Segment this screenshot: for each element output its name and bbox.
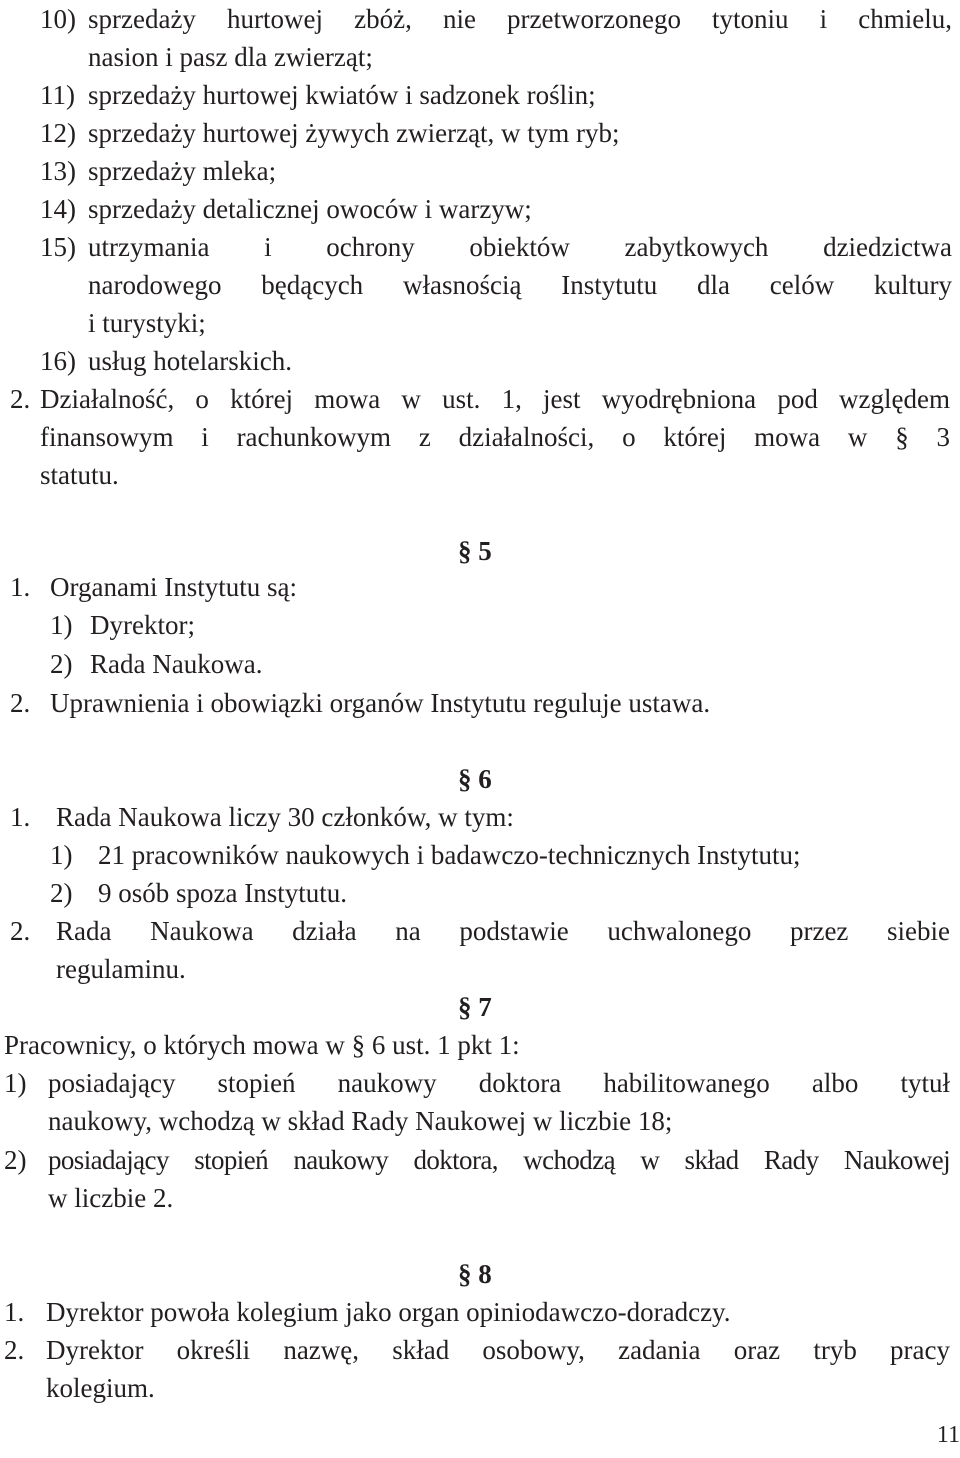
item-text: Rada Naukowa liczy 30 członków, w tym: bbox=[56, 802, 514, 832]
item-text: Uprawnienia i obowiązki organów Instytutu reguluje ustawa. bbox=[50, 688, 711, 718]
item-number: 1. bbox=[4, 1297, 25, 1327]
section-item bbox=[10, 684, 710, 722]
item-number: 1) bbox=[4, 1068, 27, 1098]
list-text: sprzedaży hurtowej kwiatów i sadzonek roślin; bbox=[88, 80, 596, 110]
item-text: Dyrektor; bbox=[90, 610, 195, 640]
list-text: narodowego będących własnością Instytutu dla celów kultury bbox=[88, 270, 952, 300]
item-text: naukowy, wchodzą w skład Rady Naukowej w liczbie 18; bbox=[48, 1106, 673, 1136]
page-number: 11 bbox=[936, 1422, 960, 1448]
section-item bbox=[4, 1293, 731, 1331]
item-number: 2. bbox=[10, 916, 31, 946]
paragraph-number: 2. bbox=[10, 384, 31, 414]
item-number: 1. bbox=[10, 802, 31, 832]
item-text: posiadający stopień naukowy doktora, wchodzą w skład Rady Naukowej bbox=[48, 1145, 950, 1175]
section-heading: § 8 bbox=[458, 1259, 492, 1289]
item-text: Rada Naukowa działa na podstawie uchwalonego przez siebie bbox=[56, 916, 950, 946]
item-text: 9 osób spoza Instytutu. bbox=[98, 878, 347, 908]
list-text: sprzedaży hurtowej zbóż, nie przetworzonego tytoniu i chmielu, bbox=[88, 4, 952, 34]
list-number: 15) bbox=[40, 232, 76, 262]
paragraph-continuation bbox=[40, 456, 119, 494]
list-text: utrzymania i ochrony obiektów zabytkowych dziedzictwa bbox=[88, 232, 952, 262]
item-text: Dyrektor powoła kolegium jako organ opiniodawczo-doradczy. bbox=[46, 1297, 731, 1327]
item-number: 1. bbox=[10, 572, 31, 602]
paragraph-text: Działalność, o której mowa w ust. 1, jest wyodrębniona pod względem bbox=[40, 384, 950, 414]
list-item bbox=[40, 342, 292, 380]
list-item bbox=[40, 76, 596, 114]
item-text: posiadający stopień naukowy doktora habilitowanego albo tytuł bbox=[48, 1068, 950, 1098]
section-item bbox=[4, 1141, 950, 1179]
list-text: sprzedaży detalicznej owoców i warzyw; bbox=[88, 194, 532, 224]
list-item bbox=[40, 190, 532, 228]
list-number: 12) bbox=[40, 118, 76, 148]
list-item bbox=[40, 0, 952, 38]
section-subitem bbox=[50, 606, 195, 644]
section-item bbox=[10, 912, 950, 950]
list-text: i turystyki; bbox=[88, 308, 206, 338]
section-subitem bbox=[50, 874, 347, 912]
list-number: 14) bbox=[40, 194, 76, 224]
item-text: Organami Instytutu są: bbox=[50, 572, 297, 602]
section-subitem bbox=[50, 645, 262, 683]
section-item bbox=[4, 1064, 950, 1102]
section-item-continuation bbox=[46, 1369, 155, 1407]
item-text: regulaminu. bbox=[56, 954, 186, 984]
paragraph-continuation bbox=[40, 418, 950, 456]
paragraph-text: statutu. bbox=[40, 460, 119, 490]
list-number: 10) bbox=[40, 4, 76, 34]
item-text: 21 pracowników naukowych i badawczo-technicznych Instytutu; bbox=[98, 840, 801, 870]
list-item bbox=[40, 152, 276, 190]
list-item-continuation bbox=[88, 38, 373, 76]
item-text: Rada Naukowa. bbox=[90, 649, 263, 679]
section-item bbox=[10, 568, 297, 606]
item-number: 2) bbox=[50, 649, 73, 679]
section-heading: § 7 bbox=[458, 992, 492, 1022]
list-number: 16) bbox=[40, 346, 76, 376]
section-item-continuation bbox=[56, 950, 186, 988]
intro-text: Pracownicy, o których mowa w § 6 ust. 1 pkt 1: bbox=[4, 1030, 520, 1060]
section-item-continuation bbox=[48, 1102, 672, 1140]
item-text: kolegium. bbox=[46, 1373, 155, 1403]
list-item-continuation bbox=[88, 304, 206, 342]
list-text: usług hotelarskich. bbox=[88, 346, 292, 376]
item-number: 1) bbox=[50, 610, 73, 640]
item-number: 2) bbox=[50, 878, 73, 908]
section-item bbox=[10, 798, 514, 836]
item-number: 1) bbox=[50, 840, 73, 870]
item-text: w liczbie 2. bbox=[48, 1183, 174, 1213]
list-text: nasion i pasz dla zwierząt; bbox=[88, 42, 373, 72]
section-item bbox=[4, 1331, 950, 1369]
item-text: Dyrektor określi nazwę, skład osobowy, zadania oraz tryb pracy bbox=[46, 1335, 950, 1365]
item-number: 2. bbox=[10, 688, 31, 718]
section-subitem bbox=[50, 836, 801, 874]
item-number: 2) bbox=[4, 1145, 27, 1175]
paragraph-text: finansowym i rachunkowym z działalności, o której mowa w § 3 bbox=[40, 422, 950, 452]
list-text: sprzedaży hurtowej żywych zwierząt, w tym ryb; bbox=[88, 118, 620, 148]
section-intro bbox=[4, 1026, 520, 1064]
paragraph bbox=[10, 380, 950, 418]
section-heading: § 6 bbox=[458, 764, 492, 794]
item-number: 2. bbox=[4, 1335, 25, 1365]
list-item-continuation bbox=[88, 266, 952, 304]
section-item-continuation bbox=[48, 1179, 173, 1217]
list-number: 13) bbox=[40, 156, 76, 186]
list-number: 11) bbox=[40, 80, 75, 110]
list-item bbox=[40, 114, 620, 152]
list-text: sprzedaży mleka; bbox=[88, 156, 277, 186]
section-heading: § 5 bbox=[458, 536, 492, 566]
list-item bbox=[40, 228, 952, 266]
